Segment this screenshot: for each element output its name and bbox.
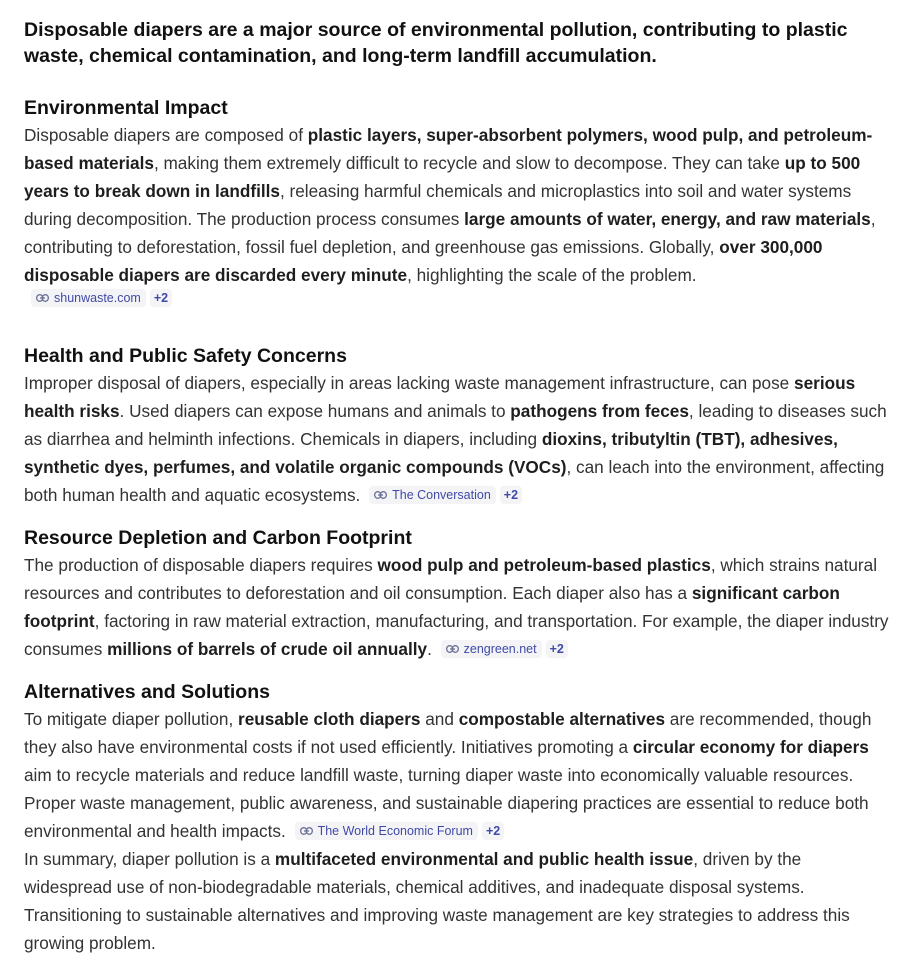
citation-row (27, 289, 893, 311)
text-run: , highlighting the scale of the problem. (407, 265, 697, 285)
section-alternatives-solutions (24, 679, 893, 957)
text-run: , factoring in raw material extraction, manufacturing, and transportation. For example, the diaper industry consumes (24, 611, 889, 659)
citation-chip[interactable] (441, 640, 542, 658)
citation-chip[interactable] (369, 486, 496, 504)
text-run: , contributing to deforestation, fossil fuel depletion, and greenhouse gas emissions. Globally, (24, 209, 876, 257)
text-run: , driven by the widespread use of non-biodegradable materials, chemical additives, and inadequate disposal systems. Transitioning to sustainable alternatives and improving waste management are key strategies to address this growing problem. (24, 849, 850, 953)
text-run: , releasing harmful chemicals and microplastics into soil and water systems during decomposition. The production process consumes (24, 181, 852, 229)
citation-chip[interactable] (295, 822, 478, 840)
text-run: To mitigate diaper pollution, (24, 709, 239, 729)
lead-statement: Disposable diapers are a major source of environmental pollution, contributing to plastic waste, chemical contamination, and long-term landfill accumulation. (24, 19, 848, 67)
bold-phrase: wood pulp and petroleum-based plastics (377, 555, 711, 575)
section-title: Resource Depletion and Carbon Footprint (24, 527, 412, 549)
citation-chip[interactable] (31, 289, 146, 307)
text-run: are recommended, though they also have environmental costs if not used efficiently. Initiatives promoting a (24, 709, 872, 757)
link-icon (36, 294, 49, 302)
bold-phrase: plastic layers, super-absorbent polymers, wood pulp, and petroleum-based materials (24, 125, 873, 173)
bold-phrase: significant carbon footprint (24, 583, 840, 631)
section-title: Environmental Impact (24, 97, 228, 119)
text-run: , can leach into the environment, affecting both human health and aquatic ecosystems. (24, 457, 885, 505)
text-run: In summary, diaper pollution is a (24, 849, 275, 869)
bold-phrase: compostable alternatives (458, 709, 666, 729)
bold-phrase: large amounts of water, energy, and raw materials (464, 209, 871, 229)
section-body (24, 121, 893, 289)
text-run: aim to recycle materials and reduce landfill waste, turning diaper waste into economically valuable resources. Proper waste management, public awareness, and sustainable diapering practices are essential to reduce both environmental and health impacts. (24, 765, 869, 841)
section-environmental-impact (24, 95, 893, 311)
bold-phrase: reusable cloth diapers (238, 709, 421, 729)
section-body (24, 705, 893, 845)
bold-phrase: millions of barrels of crude oil annually (107, 639, 428, 659)
citation-more-button[interactable]: +2 (546, 640, 568, 658)
bold-phrase: dioxins, tributyltin (TBT), adhesives, synthetic dyes, perfumes, and volatile organic compounds (VOCs) (24, 429, 838, 477)
citation-more-button[interactable]: +2 (150, 289, 172, 307)
bold-phrase: multifaceted environmental and public health issue (274, 849, 694, 869)
text-run: . (427, 639, 432, 659)
citation-more-button[interactable]: +2 (500, 486, 522, 504)
text-run: , leading to diseases such as diarrhea and helminth infections. Chemicals in diapers, including (24, 401, 887, 449)
bold-phrase: over 300,000 disposable diapers are discarded every minute (24, 237, 823, 285)
section-title: Alternatives and Solutions (24, 681, 270, 703)
citation-source: The Conversation (392, 488, 491, 502)
text-run: Improper disposal of diapers, especially in areas lacking waste management infrastructure, can pose (24, 373, 795, 393)
text-run: , making them extremely difficult to recycle and slow to decompose. They can take (153, 153, 785, 173)
link-icon (374, 491, 387, 499)
citation-source: zengreen.net (463, 642, 537, 656)
text-run: Disposable diapers are composed of (24, 125, 308, 145)
bold-phrase: circular economy for diapers (632, 737, 869, 757)
section-resource-depletion (24, 525, 893, 663)
section-body (24, 369, 893, 509)
section-title: Health and Public Safety Concerns (24, 345, 347, 367)
summary-paragraph (24, 845, 893, 957)
text-run: The production of disposable diapers requires (24, 555, 378, 575)
link-icon (446, 645, 459, 653)
citation-more-button[interactable]: +2 (482, 822, 504, 840)
text-run: . Used diapers can expose humans and animals to (119, 401, 511, 421)
citation-source: The World Economic Forum (317, 824, 473, 838)
text-run: , which strains natural resources and contributes to deforestation and oil consumption. Each diaper also has a (24, 555, 878, 603)
link-icon (300, 827, 313, 835)
citation-source: shunwaste.com (54, 291, 141, 305)
text-run: and (420, 709, 459, 729)
bold-phrase: serious health risks (24, 373, 856, 421)
bold-phrase: up to 500 years to break down in landfills (24, 153, 861, 201)
bold-phrase: pathogens from feces (510, 401, 689, 421)
section-health-safety (24, 343, 893, 509)
section-body (24, 551, 893, 663)
